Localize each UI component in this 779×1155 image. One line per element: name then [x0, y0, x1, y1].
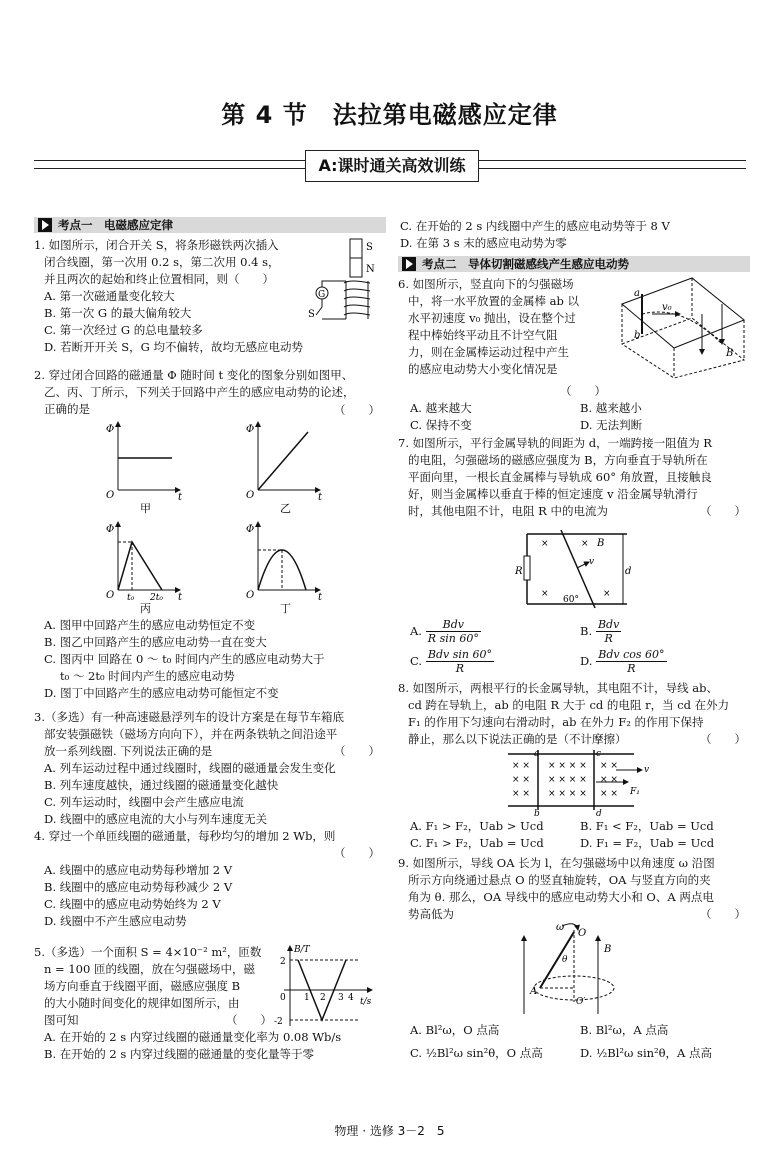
graph-yi — [246, 422, 323, 515]
angle-label: 60° — [563, 595, 579, 605]
q6-option: B. 越来越小 — [580, 401, 642, 415]
fraction-numerator: Bdv — [597, 618, 620, 631]
q6-line: 中，将一水平放置的金属棒 ab 以 — [408, 294, 580, 308]
q8-line: 8. 如图所示，两根平行的长金属导轨，其电阻不计，导线 ab、 — [398, 681, 718, 695]
graph-caption: 丙 — [140, 602, 151, 615]
pivot-label: O — [578, 928, 587, 939]
xtick: 1 — [304, 993, 310, 1003]
question-1 — [34, 237, 324, 356]
svg-text:×: × — [541, 539, 549, 549]
q8-answer-paren: （ ） — [700, 732, 746, 746]
q6-figure — [612, 274, 752, 382]
q5-option: D. 在第 3 s 末的感应电动势为零 — [400, 236, 567, 250]
fraction-denominator: R — [627, 662, 636, 675]
q5-option: C. 在开始的 2 s 内线圈中产生的感应电动势等于 8 V — [400, 219, 670, 233]
q2-option-cont: t₀ ～ 2t₀ 时间内产生的感应电动势 — [60, 669, 235, 683]
rail-d: d — [596, 809, 602, 816]
q9-option: B. Bl²ω，A 点高 — [580, 1023, 669, 1037]
fraction-numerator: Bdv — [426, 618, 481, 632]
q5-continued — [400, 218, 750, 252]
question-3 — [34, 709, 384, 828]
svg-text:× ×: × × — [512, 789, 530, 799]
force-label: F₁ — [630, 787, 640, 797]
q8-option: C. F₁ > F₂，Uab = Ucd — [410, 836, 544, 850]
q8-option: D. F₁ = F₂，Uab = Ucd — [580, 836, 715, 850]
q8-line: cd 跨在导轨上，ab 的电阻 R 大于 cd 的电阻 r，当 cd 在外力 — [408, 698, 730, 712]
q1-figure — [306, 237, 381, 325]
q5-graph — [272, 940, 382, 1032]
q2-option: D. 图丁中回路产生的感应电动势可能恒定不变 — [44, 686, 279, 700]
q9-line: 所示方向绕通过悬点 O 的竖直轴旋转，OA 与竖直方向的夹 — [408, 873, 711, 887]
q4-option: A. 线圈中的感应电动势每秒增加 2 V — [44, 863, 233, 877]
q6-option: C. 保持不变 — [410, 418, 472, 432]
section-arrow-icon — [38, 218, 52, 232]
fraction-numerator: Bdv cos 60° — [598, 648, 665, 661]
q5-line: 的大小随时间变化的规律如图所示，由 — [44, 996, 240, 1010]
section-arrow-icon — [402, 257, 416, 271]
origin-label: 0 — [280, 993, 286, 1003]
xtick: 3 — [338, 993, 344, 1003]
axis-t: t — [178, 592, 183, 603]
q5-line: 5.（多选）一个面积 S = 4×10⁻² m²，匝数 — [34, 945, 262, 959]
svg-text:× ×: × × — [600, 789, 618, 799]
ytick: -2 — [274, 1017, 283, 1027]
q3-line: 3.（多选）有一种高速磁悬浮列车的设计方案是在每节车箱底 — [34, 710, 344, 724]
graph-caption: 甲 — [140, 502, 151, 515]
q3-option: B. 列车速度越快，通过线圈的磁通量变化越快 — [44, 778, 279, 792]
q4-answer-paren: （ ） — [334, 846, 380, 860]
question-2 — [34, 367, 384, 418]
fraction-denominator: R — [455, 662, 465, 675]
q2-option: C. 图丙中 回路在 0 ～ t₀ 时间内产生的感应电动势大于 — [44, 652, 325, 666]
section-label: 考点一 电磁感应定律 — [58, 218, 173, 232]
svg-text:×: × — [603, 589, 611, 599]
field-label: B — [604, 944, 612, 955]
q5-option: B. 在开始的 2 s 内穿过线圈的磁通量的变化量等于零 — [44, 1047, 314, 1061]
svg-text:×: × — [581, 539, 589, 549]
rod-a: a — [634, 288, 640, 299]
axis-t: t — [318, 592, 323, 603]
q6-line: 6. 如图所示，竖直向下的匀强磁场 — [398, 277, 574, 291]
question-8 — [398, 680, 750, 748]
q3-line: 放一系列线圈. 下列说法正确的是 — [44, 744, 213, 758]
q6-option: A. 越来越大 — [410, 401, 472, 415]
q7-figure — [515, 528, 635, 610]
omega-label: ω — [556, 922, 565, 933]
section-banner: A:课时通关高效训练 — [305, 150, 479, 182]
q7-option-a — [410, 618, 481, 645]
axis-t-label: t/s — [360, 997, 372, 1007]
axis-b-label: B/T — [294, 945, 310, 955]
q8-option: A. F₁ > F₂，Uab > Ucd — [410, 819, 544, 833]
q6-line: 水平初速度 v₀ 抛出，设在整个过 — [408, 311, 576, 325]
axis-origin: O — [246, 590, 255, 601]
q9-answer-paren: （ ） — [700, 907, 746, 921]
rail-c: c — [596, 749, 602, 759]
graph-bing — [106, 522, 183, 615]
end-a-label: A — [530, 986, 538, 997]
magnet-n-label: N — [366, 264, 375, 275]
axis-origin: O — [106, 590, 115, 601]
q1-option: A. 第一次磁通量变化较大 — [44, 289, 175, 303]
axis-origin: O — [106, 490, 115, 501]
svg-text:× ×: × × — [512, 775, 530, 785]
axis-phi: Φ — [246, 424, 255, 435]
ytick: 2 — [280, 957, 286, 967]
svg-text:× ×: × × — [512, 761, 530, 771]
section-header-1 — [34, 217, 386, 233]
option-label: A. — [410, 624, 422, 638]
xtick: 4 — [348, 993, 354, 1003]
q7-line: 时，其他电阻不计，电阻 R 中的电流为 — [408, 504, 608, 518]
q7-answer-paren: （ ） — [700, 504, 746, 518]
field-label: B — [597, 538, 605, 549]
switch-label: S — [308, 309, 315, 320]
q1-line: 1. 如图所示，闭合开关 S，将条形磁铁两次插入 — [34, 238, 279, 252]
q6-line: 力，则在金属棒运动过程中产生 — [408, 345, 569, 359]
tick-t0: t₀ — [127, 593, 135, 603]
q2-line: 乙、丙、丁所示，下列关于回路中产生的感应电动势的论述， — [44, 385, 355, 399]
axis-phi: Φ — [246, 524, 255, 535]
rail-b: b — [534, 809, 540, 816]
q5-options — [44, 1029, 384, 1063]
q2-options — [44, 617, 384, 702]
q4-option: C. 线圈中的感应电动势始终为 2 V — [44, 897, 221, 911]
theta-label: θ — [562, 955, 568, 965]
q3-option: A. 列车运动过程中通过线圈时，线圈的磁通量会发生变化 — [44, 761, 336, 775]
svg-text:× × × ×: × × × × — [548, 761, 587, 771]
svg-text:× ×: × × — [600, 775, 618, 785]
q2-answer-paren: （ ） — [334, 403, 380, 417]
graph-caption: 丁 — [280, 602, 291, 615]
svg-text:× × × ×: × × × × — [548, 775, 587, 785]
q6-line: 的感应电动势大小变化情况是 — [408, 362, 558, 376]
question-9 — [398, 855, 750, 923]
section-label: 考点二 导体切割磁感线产生感应电动势 — [422, 257, 629, 271]
q2-graphs — [100, 420, 370, 620]
q7-line: 的电阻，匀强磁场的磁感应强度为 B，方向垂直于导轨所在 — [408, 453, 708, 467]
option-label: D. — [580, 654, 593, 668]
q9-line: 角为 θ. 那么，OA 导线中的感应电动势大小和 O、A 两点电 — [408, 890, 714, 904]
q1-option: D. 若断开开关 S，G 均不偏转，故均无感应电动势 — [44, 340, 303, 354]
fraction-denominator: R — [604, 632, 613, 645]
question-6 — [398, 276, 608, 378]
q1-line: 并且两次的起始和终止位置相同，则（ ） — [44, 272, 274, 286]
page-footer: 物理 · 选修 3－2 5 — [334, 1124, 445, 1138]
velocity-label: v₀ — [662, 302, 672, 313]
q3-answer-paren: （ ） — [334, 744, 380, 758]
q5-option: A. 在开始的 2 s 内穿过线圈的磁通量变化率为 0.08 Wb/s — [44, 1030, 342, 1044]
q8-option: B. F₁ < F₂，Uab = Ucd — [580, 819, 714, 833]
resistor-label: R — [515, 566, 523, 577]
q6-line: 程中棒始终平动且不计空气阻 — [408, 328, 558, 342]
q1-option: C. 第一次经过 G 的总电量较多 — [44, 323, 203, 337]
spacing-label: d — [625, 566, 632, 577]
fraction-denominator: R sin 60° — [427, 632, 479, 645]
axis-phi: Φ — [106, 424, 115, 435]
q2-option: B. 图乙中回路产生的感应电动势一直在变大 — [44, 635, 267, 649]
axis-phi: Φ — [106, 524, 115, 535]
xtick: 2 — [320, 993, 326, 1003]
q9-figure — [510, 922, 640, 1018]
q1-line: 闭合线圈，第一次用 0.2 s，第二次用 0.4 s， — [44, 255, 280, 269]
option-label: B. — [580, 624, 593, 638]
rod-b: b — [634, 330, 641, 341]
q8-line: F₁ 的作用下匀速向右滑动时，ab 在外力 F₂ 的作用下保持 — [408, 715, 704, 729]
q2-line: 2. 穿过闭合回路的磁通量 Φ 随时间 t 变化的图象分别如图甲、 — [34, 368, 354, 382]
q8-figure — [504, 748, 654, 816]
section-header-2 — [398, 256, 750, 272]
question-4 — [34, 828, 384, 930]
q6-option: D. 无法判断 — [580, 418, 643, 432]
q9-option: C. ½Bl²ω sin²θ，O 点高 — [410, 1046, 543, 1060]
q9-option: D. ½Bl²ω sin²θ，A 点高 — [580, 1046, 713, 1060]
galvanometer-label: G — [318, 290, 326, 300]
q3-option: D. 线圈中的感应电流的大小与列车速度无关 — [44, 812, 268, 826]
velocity-label: v — [644, 765, 650, 775]
option-label: C. — [410, 654, 423, 668]
q9-option: A. Bl²ω，O 点高 — [410, 1023, 500, 1037]
svg-text:× × × ×: × × × × — [548, 789, 587, 799]
q4-option: D. 线圈中不产生感应电动势 — [44, 914, 187, 928]
graph-jia — [106, 422, 183, 515]
svg-text:×: × — [541, 589, 549, 599]
q2-line: 正确的是 — [44, 402, 90, 416]
q5-line: 图可知 — [44, 1013, 79, 1027]
q7-line: 平面向里，一根长直金属棒与导轨成 60° 角放置，且接触良 — [408, 470, 712, 484]
tick-2t0: 2t₀ — [150, 593, 163, 603]
q3-option: C. 列车运动时，线圈中会产生感应电流 — [44, 795, 244, 809]
q7-option-d — [580, 648, 667, 675]
q5-answer-paren: （ ） — [226, 1013, 272, 1027]
q3-line: 部安装强磁铁（磁场方向向下），并在两条铁轨之间沿途平 — [44, 727, 338, 741]
page-title: 第 4 节 法拉第电磁感应定律 — [221, 101, 558, 129]
svg-text:× ×: × × — [600, 761, 618, 771]
rail-a: a — [534, 749, 540, 759]
question-7 — [398, 435, 750, 520]
q8-line: 静止，那么以下说法正确的是（不计摩擦） — [408, 732, 627, 746]
q9-line: 9. 如图所示，导线 OA 长为 l，在匀强磁场中以角速度 ω 沿图 — [398, 856, 715, 870]
q7-line: 好，则当金属棒以垂直于棒的恒定速度 v 沿金属导轨滑行 — [408, 487, 698, 501]
q6-answer-paren: （ ） — [560, 384, 606, 398]
q5-line: 场方向垂直于线圈平面，磁感应强度 B — [44, 979, 241, 993]
q5-line: n = 100 匝的线圈，放在匀强磁场中，磁 — [44, 962, 255, 976]
center-label: O′ — [576, 997, 586, 1007]
magnet-s-label: S — [366, 242, 373, 253]
q4-option: B. 线圈中的感应电动势每秒减少 2 V — [44, 880, 233, 894]
graph-caption: 乙 — [280, 502, 291, 515]
q7-option-c — [410, 648, 494, 675]
q7-option-b — [580, 618, 621, 645]
graph-ding — [246, 522, 323, 615]
q1-option: B. 第一次 G 的最大偏角较大 — [44, 306, 192, 320]
q9-line: 势高低为 — [408, 907, 454, 921]
velocity-label: v — [589, 557, 595, 567]
axis-origin: O — [246, 490, 255, 501]
q4-line: 4. 穿过一个单匝线圈的磁通量，每秒均匀的增加 2 Wb，则 — [34, 829, 336, 843]
axis-t: t — [318, 492, 323, 503]
axis-t: t — [178, 492, 183, 503]
q2-option: A. 图甲中回路产生的感应电动势恒定不变 — [44, 618, 256, 632]
fraction-numerator: Bdv sin 60° — [427, 648, 492, 661]
field-label: B — [726, 348, 734, 359]
q7-line: 7. 如图所示，平行金属导轨的间距为 d，一端跨接一阻值为 R — [398, 436, 712, 450]
